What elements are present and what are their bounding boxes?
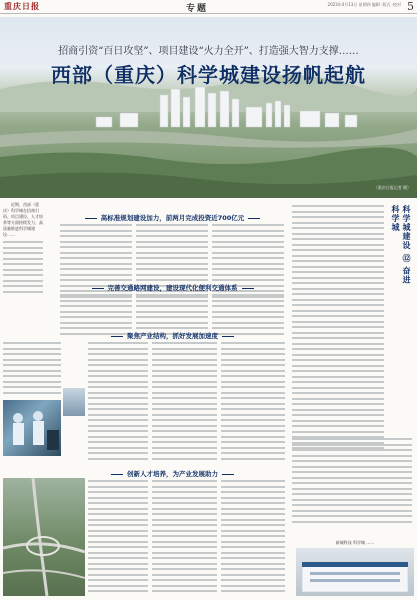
section-3-column-3 <box>221 342 285 463</box>
photo-credit: （重庆日报记者 摄） <box>373 185 411 190</box>
right-column-1 <box>292 205 384 453</box>
side-vertical-banner: 科学城建设 ⑫ 奋进科学城 <box>391 205 411 285</box>
section-4-column-1 <box>88 480 148 596</box>
section-title: 专题 <box>186 4 209 14</box>
hero-title: 西部（重庆）科学城建设扬帆起航 <box>51 63 366 87</box>
section-heading-2: 完善交通路网建设，建设现代化便利交通体系 <box>60 282 285 293</box>
lead-filler-lines <box>3 241 43 293</box>
page-number: 5 <box>407 0 414 13</box>
right-column-2 <box>292 438 412 526</box>
hero-subtitle: 招商引资“百日攻坚”、项目建设“火力全开”、打造强大智力支撑…… <box>58 46 359 57</box>
section-4-column-2 <box>152 480 217 596</box>
lead-column <box>3 202 43 327</box>
section-heading-3: 聚焦产业结构，抓好发展加速度 <box>60 330 285 341</box>
section-3-column-1 <box>88 342 148 463</box>
issue-meta: 2023年4月13日 星期四 编辑 ·版式 ·校对 <box>327 2 401 7</box>
bottom-photo-caption: 新城科技 科学城 …… <box>335 540 375 545</box>
hero-banner-photo <box>0 17 417 198</box>
highway-interchange-photo <box>3 478 85 596</box>
lab-researchers-photo <box>3 400 61 456</box>
page-header <box>0 0 417 14</box>
campus-building-photo <box>296 548 414 596</box>
section-4-column-3 <box>221 480 285 596</box>
section-3-left-column <box>3 342 61 397</box>
lead-text: 近期，西部（重庆）科学城在招商引资、项目建设、人才培养等方面持续发力，高质量推进科学城建设…… <box>3 202 43 237</box>
small-inset-photo <box>63 388 85 416</box>
newspaper-masthead: 重庆日报 <box>4 1 40 11</box>
section-heading-4: 创新人才培养，为产业发展助力 <box>60 468 285 479</box>
section-3-column-2 <box>152 342 217 463</box>
section-heading-1: 高标准规划建设加力，前两月完成投资近700亿元 <box>60 212 285 223</box>
